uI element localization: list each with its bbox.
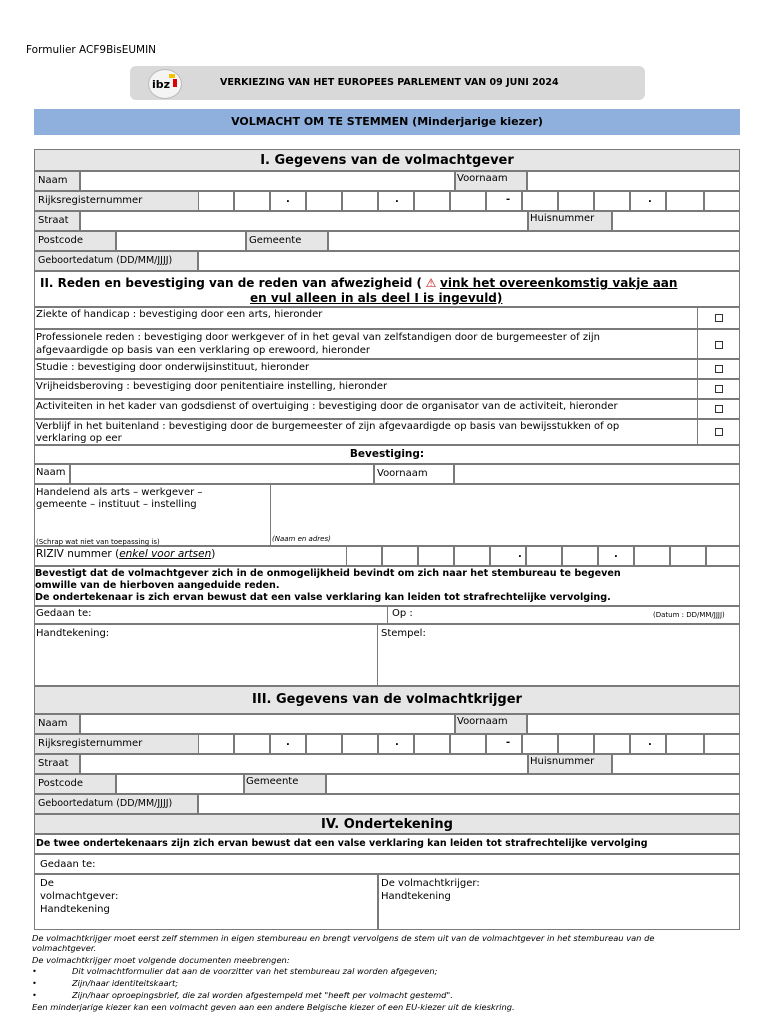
- bev-naam-adres-input[interactable]: [270, 484, 740, 546]
- bullet-icon: •: [32, 990, 37, 1000]
- banner-title: VOLMACHT OM TE STEMMEN (Minderjarige kiezer): [231, 115, 543, 128]
- warning-icon: ⚠: [425, 276, 437, 290]
- riziv-digit-box[interactable]: [526, 546, 562, 566]
- s3-rr-digit-box[interactable]: [522, 734, 558, 754]
- statement-2: omwille van de hierboven aangeduide reden.: [35, 580, 280, 591]
- form-id: Formulier ACF9BisEUMIN: [26, 44, 157, 56]
- s1-rr-digit-box[interactable]: [704, 191, 740, 211]
- s3-rr-separator: .: [648, 737, 652, 748]
- riziv-digit-box[interactable]: [634, 546, 670, 566]
- riziv-digit-box[interactable]: [454, 546, 490, 566]
- s3-huisnr-input[interactable]: [612, 754, 740, 774]
- header-title: VERKIEZING VAN HET EUROPEES PARLEMENT VAN 09 JUNI 2024: [220, 77, 559, 88]
- s3-rr-digit-box[interactable]: [486, 734, 522, 754]
- s1-gemeente-label: Gemeente: [249, 235, 302, 246]
- reason-2-checkbox[interactable]: [715, 341, 723, 349]
- datum-hint: (Datum : DD/MM/JJJJ): [653, 611, 725, 619]
- s3-gemeente-input[interactable]: [326, 774, 740, 794]
- s1-postcode-label: Postcode: [38, 235, 84, 246]
- reason-6a: Verblijf in het buitenland : bevestiging door de burgemeester of zijn afgevaardigde op basis van bewijsstukken of op: [36, 421, 620, 432]
- s1-rr-digit-box[interactable]: [486, 191, 522, 211]
- s3-rr-digit-box[interactable]: [342, 734, 378, 754]
- footer-line2: volmachtgever.: [32, 943, 97, 953]
- s3-rr-digit-box[interactable]: [234, 734, 270, 754]
- right-sig-2: Handtekening: [381, 891, 451, 902]
- handtekening-label: Handtekening:: [36, 628, 110, 639]
- section1-title: I. Gegevens van de volmachtgever: [260, 153, 514, 168]
- statement-1: Bevestigt dat de volmachtgever zich in de onmogelijkheid bevindt om zich naar het stembureau te begeven: [35, 568, 621, 579]
- riziv-enkel: enkel voor artsen: [119, 548, 212, 560]
- s3-geboorte-input[interactable]: [198, 794, 740, 814]
- riziv-prefix: RIZIV nummer (: [36, 548, 120, 560]
- s3-straat-input[interactable]: [80, 754, 528, 774]
- s1-rr-digit-box[interactable]: [342, 191, 378, 211]
- reason-4: Vrijheidsberoving : bevestiging door penitentiaire instelling, hieronder: [36, 381, 388, 392]
- riziv-digit-box[interactable]: [418, 546, 454, 566]
- logo-text: ibz: [152, 78, 171, 91]
- footer-bullet-3-text: Zijn/haar oproepingsbrief, die zal worden afgestempeld met "heeft per volmacht gestemd".: [72, 990, 453, 1000]
- section2-title-part1: II. Reden en bevestiging van de reden van afwezigheid (: [40, 276, 423, 290]
- s1-straat-input[interactable]: [80, 211, 528, 231]
- s1-naam-label: Naam: [38, 175, 68, 186]
- s3-voornaam-label: Voornaam: [457, 716, 508, 727]
- reason-5-checkbox[interactable]: [715, 405, 723, 413]
- s1-geboorte-input[interactable]: [198, 251, 740, 271]
- footer-line1: De volmachtkrijger moet eerst zelf stemmen in eigen stembureau en brengt vervolgens de stem uit van de volmachtgever in het stembureau van de: [32, 933, 655, 943]
- riziv-separator: .: [614, 549, 618, 560]
- left-sig-1: De: [40, 878, 54, 889]
- reason-5: Activiteiten in het kader van godsdienst of overtuiging : bevestiging door de organisator van de activiteit, hieronder: [36, 401, 618, 412]
- s1-rr-digit-box[interactable]: [414, 191, 450, 211]
- s3-rr-separator: .: [286, 737, 290, 748]
- s3-geboorte-label: Geboortedatum (DD/MM/JJJJ): [38, 798, 173, 809]
- section4-gedaan-row[interactable]: [34, 854, 740, 874]
- s1-rr-digit-box[interactable]: [198, 191, 234, 211]
- s3-rr-separator: -: [506, 737, 511, 748]
- s1-rr-digit-box[interactable]: [450, 191, 486, 211]
- s1-straat-label: Straat: [38, 215, 69, 226]
- reason-1: Ziekte of handicap : bevestiging door een arts, hieronder: [36, 309, 323, 320]
- volmachtgever-signature-field[interactable]: [34, 874, 378, 930]
- footer-line3: De volmachtkrijger moet volgende documenten meebrengen:: [32, 955, 290, 965]
- s3-postcode-label: Postcode: [38, 778, 84, 789]
- s3-naam-label: Naam: [38, 718, 68, 729]
- bev-naam-input[interactable]: [70, 464, 374, 484]
- reason-3-checkbox[interactable]: [715, 365, 723, 373]
- s1-voornaam-input[interactable]: [527, 171, 740, 191]
- bev-voornaam-input[interactable]: [454, 464, 740, 484]
- s3-rr-digit-box[interactable]: [666, 734, 704, 754]
- s3-rr-digit-box[interactable]: [704, 734, 740, 754]
- riziv-digit-box[interactable]: [382, 546, 418, 566]
- bullet-icon: •: [32, 978, 37, 988]
- riziv-digit-box[interactable]: [346, 546, 382, 566]
- bullet-icon: •: [32, 966, 37, 976]
- s1-geboorte-label: Geboortedatum (DD/MM/JJJJ): [38, 255, 173, 266]
- s1-rr-separator: .: [286, 194, 290, 205]
- section4-gedaan-label: Gedaan te:: [40, 859, 96, 870]
- logo-flag-red: [173, 79, 177, 87]
- footer-bullet-2: [32, 978, 178, 988]
- riziv-separator: .: [518, 549, 522, 560]
- banner: [34, 109, 740, 135]
- s1-rr-digit-box[interactable]: [594, 191, 630, 211]
- s3-rr-digit-box[interactable]: [594, 734, 630, 754]
- s1-rr-digit-box[interactable]: [666, 191, 704, 211]
- bevestiging-title: Bevestiging:: [349, 448, 425, 460]
- section2-title-underlined: vink het overeenkomstig vakje aan: [440, 276, 678, 290]
- section4-statement: De twee ondertekenaars zijn zich ervan bewust dat een valse verklaring kan leiden tot strafrechtelijke vervolging: [36, 838, 648, 849]
- s1-rr-separator: .: [395, 194, 399, 205]
- s1-postcode-input[interactable]: [116, 231, 246, 251]
- gedaan-te-label: Gedaan te:: [36, 608, 92, 619]
- s3-voornaam-input[interactable]: [527, 714, 740, 734]
- s1-huisnr-input[interactable]: [612, 211, 740, 231]
- section3-title: III. Gegevens van de volmachtkrijger: [252, 692, 522, 707]
- s3-rr-separator: .: [395, 737, 399, 748]
- footer-bullet-1: [32, 966, 437, 976]
- s1-huisnr-label: Huisnummer: [530, 213, 595, 224]
- s3-huisnr-label: Huisnummer: [530, 756, 595, 767]
- right-sig-1: De volmachtkrijger:: [381, 878, 480, 889]
- bev-handelend-1: Handelend als arts – werkgever –: [36, 487, 203, 498]
- reason-4-checkbox[interactable]: [715, 385, 723, 393]
- s3-postcode-input[interactable]: [116, 774, 244, 794]
- s1-rr-separator: .: [648, 194, 652, 205]
- bev-naam-label: Naam: [36, 467, 66, 478]
- left-sig-3: Handtekening: [40, 904, 110, 915]
- s3-rr-digit-box[interactable]: [198, 734, 234, 754]
- s1-rr-label: Rijksregisternummer: [38, 195, 143, 206]
- op-label: Op :: [392, 608, 413, 619]
- s3-rr-digit-box[interactable]: [414, 734, 450, 754]
- s3-gemeente-label: Gemeente: [246, 776, 299, 787]
- s3-rr-label: Rijksregisternummer: [38, 738, 143, 749]
- reason-2a: Professionele reden : bevestiging door werkgever of in het geval van zelfstandigen door de burgemeester of zijn: [36, 332, 600, 343]
- riziv-suffix: ): [211, 548, 216, 560]
- reason-2b: afgevaardigde op basis van een verklaring op erewoord, hieronder: [36, 345, 371, 356]
- riziv-digit-box[interactable]: [562, 546, 598, 566]
- s1-gemeente-input[interactable]: [328, 231, 740, 251]
- section2-title-line2: en vul alleen in als deel I is ingevuld): [250, 291, 503, 305]
- s1-rr-digit-box[interactable]: [234, 191, 270, 211]
- riziv-label: [36, 548, 215, 560]
- riziv-digit-box[interactable]: [670, 546, 706, 566]
- footer-bullet-1-text: Dit volmachtformulier dat aan de voorzitter van het stembureau zal worden afgegeven;: [72, 966, 438, 976]
- s1-rr-digit-box[interactable]: [558, 191, 594, 211]
- header-bar: [130, 66, 645, 100]
- footer-line4: Een minderjarige kiezer kan een volmacht geven aan een andere Belgische kiezer of een EU-kiezer uit de kieskring.: [32, 1002, 515, 1012]
- s3-rr-digit-box[interactable]: [450, 734, 486, 754]
- s1-voornaam-label: Voornaam: [457, 173, 508, 184]
- reason-1-checkbox[interactable]: [715, 314, 723, 322]
- bev-naam-adres-hint: (Naam en adres): [272, 535, 331, 543]
- left-sig-2: volmachtgever:: [40, 891, 119, 902]
- stempel-label: Stempel:: [381, 628, 426, 639]
- s1-rr-separator: -: [506, 194, 511, 205]
- s3-naam-input[interactable]: [80, 714, 455, 734]
- s3-rr-digit-box[interactable]: [306, 734, 342, 754]
- riziv-digit-box[interactable]: [706, 546, 740, 566]
- s1-naam-input[interactable]: [80, 171, 455, 191]
- logo-flag-yellow: [169, 74, 175, 78]
- reason-3: Studie : bevestiging door onderwijsinstituut, hieronder: [36, 362, 310, 373]
- footer-bullet-3: [32, 990, 453, 1000]
- reason-6-checkbox[interactable]: [715, 428, 723, 436]
- reason-6b: verklaring op eer: [36, 433, 122, 444]
- footer-bullet-2-text: Zijn/haar identiteitskaart;: [72, 978, 178, 988]
- bev-voornaam-label: Voornaam: [377, 468, 428, 479]
- bev-handelend-2: gemeente – instituut – instelling: [36, 499, 197, 510]
- section4-title: IV. Ondertekening: [321, 817, 453, 832]
- section2-title-line1: [40, 276, 677, 290]
- ibz-logo-icon: [148, 69, 182, 99]
- s3-rr-digit-box[interactable]: [558, 734, 594, 754]
- s1-rr-digit-box[interactable]: [306, 191, 342, 211]
- s1-rr-digit-box[interactable]: [522, 191, 558, 211]
- s3-straat-label: Straat: [38, 758, 69, 769]
- statement-3: De ondertekenaar is zich ervan bewust dat een valse verklaring kan leiden tot strafrechtelijke vervolging.: [35, 592, 611, 603]
- bev-schrap: (Schrap wat niet van toepassing is): [36, 538, 160, 546]
